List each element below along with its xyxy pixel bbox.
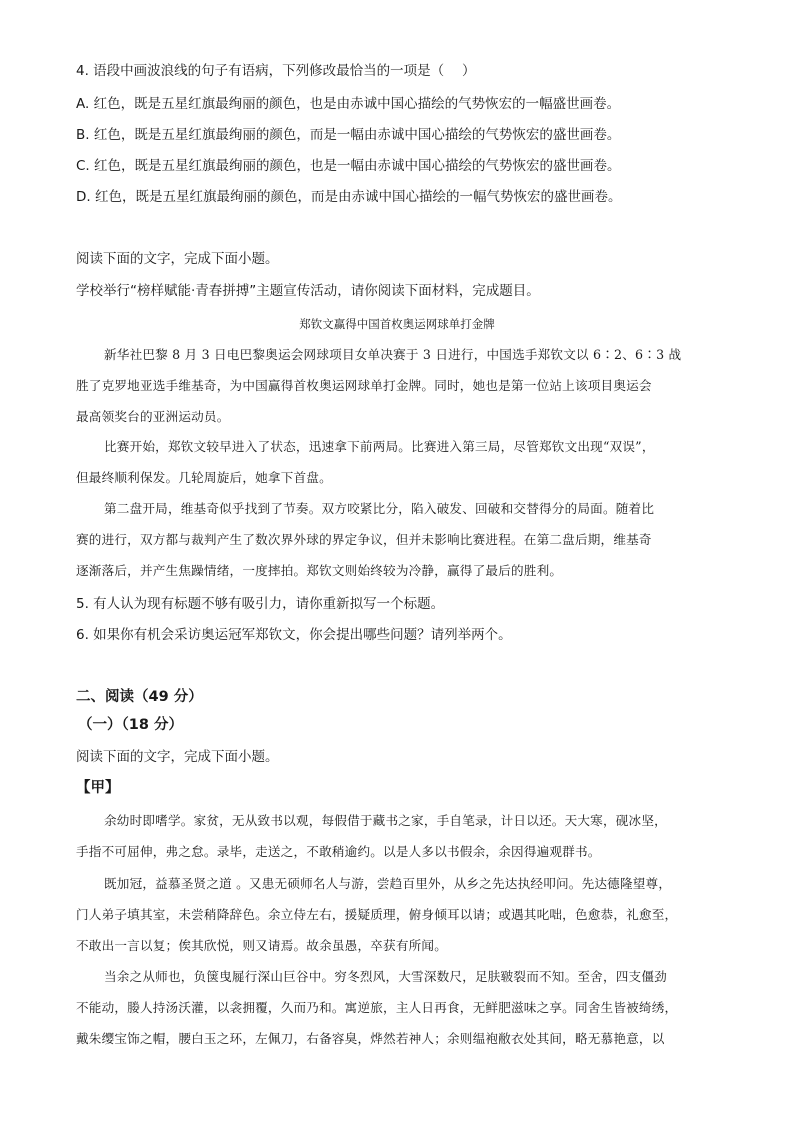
article-line: 最高领奖台的亚洲运动员。 (76, 409, 230, 424)
sub-heading: （一）（18 分） (78, 717, 183, 733)
q4-option-a: A. 红色，既是五星红旗最绚丽的颜色，也是由赤诚中国心描绘的气势恢宏的一幅盛世画卷。 (76, 96, 621, 112)
q4-option-d: D. 红色，既是五星红旗最绚丽的颜色，而是由赤诚中国心描绘的一幅气势恢宏的盛世画卷。 (76, 189, 622, 205)
passage-line: 余幼时即嗜学。家贫，无从致书以观，每假借于藏书之家，手自笔录，计日以还。天大寒，砚冰坚， (104, 813, 667, 828)
article-line: 第二盘开局，维基奇似乎找到了节奏。双方咬紧比分，陷入破发、回破和交替得分的局面。随着比 (104, 501, 655, 516)
article-line: 逐渐落后，并产生焦躁情绪，一度摔拍。郑钦文则始终较为冷静，赢得了最后的胜利。 (76, 563, 563, 578)
article-line: 但最终顺利保发。几轮周旋后，她拿下首盘。 (76, 470, 332, 485)
passage-line: 手指不可屈伸，弗之怠。录毕，走送之，不敢稍逾约。以是人多以书假余，余因得遍观群书。 (76, 844, 601, 859)
passage-line: 门人弟子填其室，未尝稍降辞色。余立侍左右，援疑质理，俯身倾耳以请；或遇其叱咄，色愈恭，礼愈至， (76, 907, 678, 922)
reading-instruction: 阅读下面的文字，完成下面小题。 (76, 251, 279, 267)
article-line: 赛的进行，双方都与裁判产生了数次界外球的界定争议，但并未影响比赛进程。在第二盘后期，维基奇 (76, 532, 652, 547)
q4-option-c: C. 红色，既是五星红旗最绚丽的颜色，也是一幅由赤诚中国心描绘的气势恢宏的盛世画卷。 (76, 158, 621, 174)
passage-line: 不敢出一言以复；俟其欣悦，则又请焉。故余虽愚，卒获有所闻。 (76, 938, 448, 953)
passage-label: 【甲】 (76, 780, 120, 796)
article-title: 郑钦文赢得中国首枚奥运网球单打金牌 (299, 317, 495, 331)
article-line: 比赛开始，郑钦文较早进入了状态，迅速拿下前两局。比赛进入第三局，尽管郑钦文出现“双误”， (104, 439, 655, 454)
section-instruction: 阅读下面的文字，完成下面小题。 (76, 749, 279, 765)
q4-stem: 4. 语段中画波浪线的句子有语病，下列修改最恰当的一项是（ ） (76, 63, 476, 79)
reading-context: 学校举行“榜样赋能·青春拼搏”主题宣传活动，请你阅读下面材料，完成题目。 (76, 283, 540, 299)
article-line: 新华社巴黎 8 月 3 日电巴黎奥运会网球项目女单决赛于 3 日进行，中国选手郑钦文以 6∶2、6∶3 战 (104, 347, 682, 362)
article-line: 胜了克罗地亚选手维基奇，为中国赢得首枚奥运网球单打金牌。同时，她也是第一位站上该项目奥运会 (76, 378, 652, 393)
question-6: 6. 如果你有机会采访奥运冠军郑钦文，你会提出哪些问题？请列举两个。 (76, 627, 512, 643)
passage-line: 既加冠，益慕圣贤之道 。又患无硕师名人与游，尝趋百里外，从乡之先达执经叩问。先达德隆望尊， (104, 876, 672, 891)
question-5: 5. 有人认为现有标题不够有吸引力，请你重新拟写一个标题。 (76, 596, 445, 612)
passage-line: 当余之从师也，负箧曳屣行深山巨谷中。穷冬烈风，大雪深数尺，足肤皲裂而不知。至舍，四支僵劲 (104, 969, 667, 984)
passage-line: 戴朱缨宝饰之帽，腰白玉之环，左佩刀，右备容臭，烨然若神人；余则缊袍敝衣处其间，略无慕艳意，以 (76, 1031, 665, 1046)
q4-option-b: B. 红色，既是五星红旗最绚丽的颜色，而是一幅由赤诚中国心描绘的气势恢宏的盛世画卷。 (76, 127, 621, 143)
section-heading: 二、阅读（49 分） (76, 689, 203, 705)
passage-line: 不能动，媵人持汤沃灌，以衾拥覆，久而乃和。寓逆旅，主人日再食，无鲜肥滋味之享。同舍生皆被绮绣， (76, 1000, 678, 1015)
